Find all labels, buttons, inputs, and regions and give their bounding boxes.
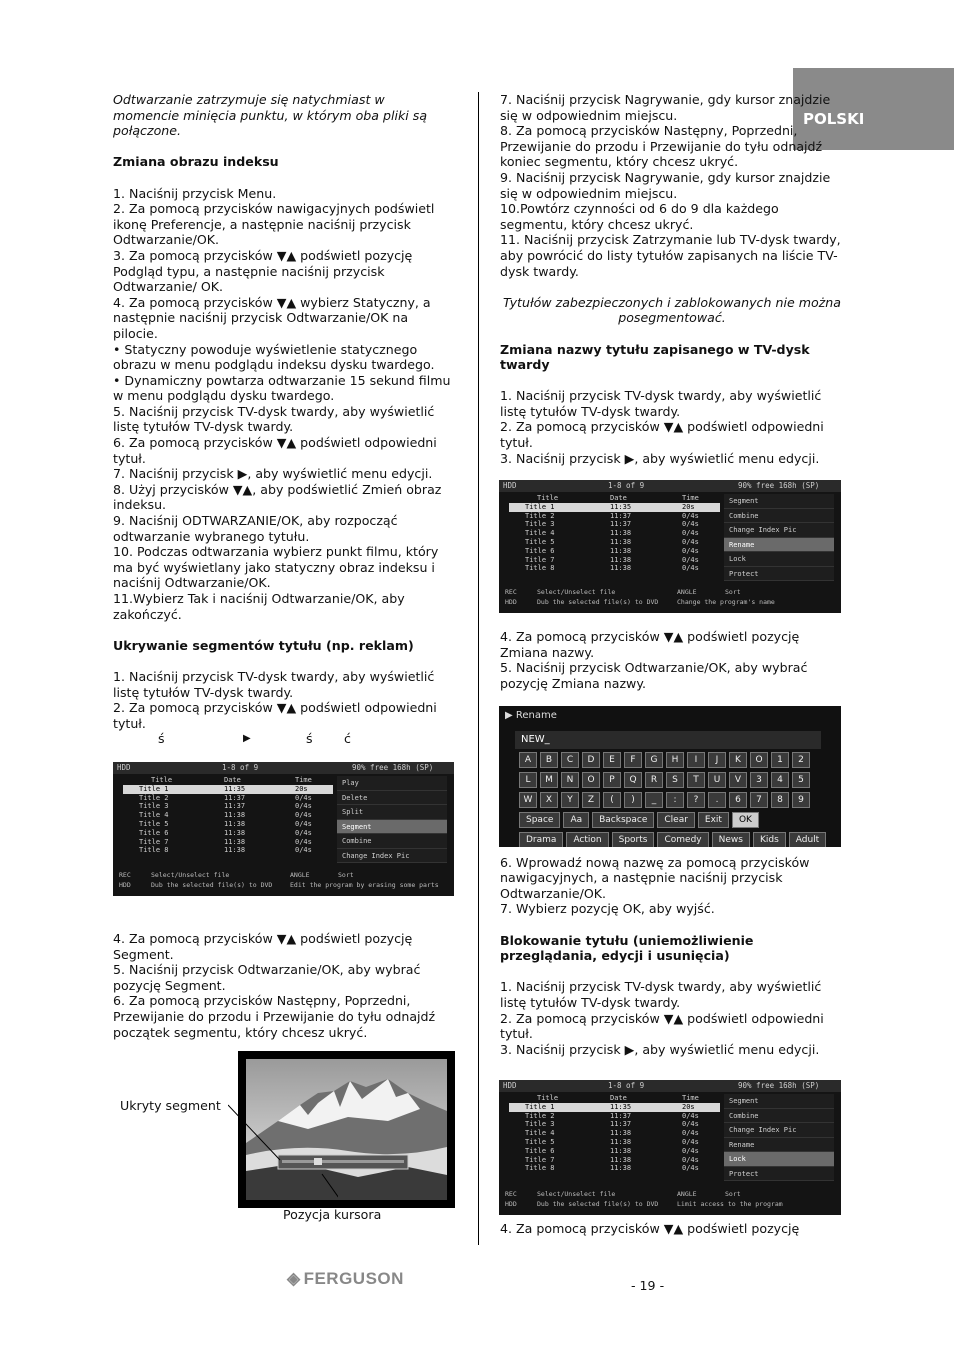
table-row[interactable]: Title 6 11:38 0/4s — [525, 1146, 699, 1155]
keyboard-key[interactable]: 5 — [792, 772, 810, 788]
steps-segment-cont — [500, 92, 844, 279]
step-line: 3. Naciśnij przycisk ▶, aby wyświetlić menu edycji. — [500, 450, 820, 466]
edit-menu-item[interactable]: Delete — [337, 791, 447, 806]
heading-rename: Zmiana nazwy tytułu zapisanego w TV-dysk twardy — [500, 341, 810, 373]
table-row[interactable]: Title 3 11:37 0/4s — [139, 802, 312, 811]
keyboard-key[interactable]: O — [582, 772, 600, 788]
table-row[interactable]: Title 3 11:37 0/4s — [525, 520, 699, 529]
step-line: 11. Naciśnij przycisk Zatrzymanie lub TV-dysk twardy, aby powrócić do listy tytułów zapisanych na liście TV-dysk twardy. — [500, 232, 841, 279]
step-line: 3. Naciśnij przycisk ▶, aby wyświetlić menu edycji. — [500, 1041, 820, 1057]
keyboard-key[interactable]: T — [687, 772, 705, 788]
table-row[interactable]: Title 5 11:38 0/4s — [525, 1137, 699, 1146]
right-column — [500, 92, 844, 1237]
step-line: 8. Użyj przycisków ▼▲, aby podświetlić Zmień obraz indeksu. — [113, 481, 442, 513]
step-line: • Dynamiczny powtarza odtwarzanie 15 sekund filmu w menu podglądu dysku twardego. — [113, 372, 451, 404]
keyboard-key[interactable]: Clear — [657, 812, 695, 828]
step-line: 4. Za pomocą przycisków ▼▲ podświetl pozycję Segment. — [113, 930, 413, 962]
step-line: 1. Naciśnij przycisk TV-dysk twardy, aby wyświetlić listę tytułów TV-dysk twardy. — [500, 388, 822, 419]
step-line: 2. Za pomocą przycisków ▼▲ podświetl odpowiedni tytuł. — [500, 419, 824, 451]
keyboard-row — [519, 772, 819, 789]
steps-lock — [500, 979, 844, 1057]
keyboard-row — [519, 832, 819, 847]
edit-menu-item[interactable]: Lock — [724, 552, 834, 567]
screen-footer: REC Select/Unselect file ANGLE Sort HDD Dub the selected file(s) to DVD Edit the program by erasing some parts — [119, 871, 439, 889]
keyboard-key[interactable]: R — [645, 772, 663, 788]
screen-header: HDD 1-8 of 9 90% free 168h (SP) — [499, 480, 841, 492]
step-line: 10. Podczas odtwarzania wybierz punkt filmu, który ma być wyświetlany jako statyczny obraz indeksu i naciśnij Odtwarzanie/OK. — [113, 544, 439, 591]
step-line: 5. Naciśnij przycisk TV-dysk twardy, aby wyświetlić listę tytułów TV-dysk twardy. — [113, 403, 435, 435]
keyboard-key[interactable]: Action — [566, 832, 608, 847]
table-row[interactable]: Title 5 11:38 0/4s — [525, 537, 699, 546]
step-line: 1. Naciśnij przycisk Menu. — [113, 185, 277, 201]
keyboard-key[interactable]: ( — [603, 792, 621, 808]
table-row[interactable]: Title 8 11:38 0/4s — [139, 846, 312, 855]
keyboard-key[interactable]: ) — [624, 792, 642, 808]
language-tab-label: POLSKI — [803, 110, 865, 128]
keyboard-key[interactable]: 9 — [792, 792, 810, 808]
keyboard-key[interactable]: M — [540, 772, 558, 788]
photo-pointer-lines — [228, 1100, 338, 1210]
step-line: 2. Za pomocą przycisków ▼▲ podświetl odpowiedni tytuł. — [113, 700, 437, 731]
edit-menu-item[interactable]: Segment — [724, 494, 834, 509]
edit-menu-item[interactable]: Change Index Pic — [724, 523, 834, 538]
keyboard-key[interactable]: 7 — [750, 792, 768, 808]
heading-index-image: Zmiana obrazu indeksu — [113, 154, 279, 170]
edit-menu — [337, 776, 447, 863]
keyboard-key[interactable]: I — [687, 752, 705, 768]
keyboard-key[interactable]: O — [750, 752, 768, 768]
table-row[interactable]: Title 1 11:35 20s — [509, 1103, 720, 1112]
intro-text: Odtwarzanie zatrzymuje się natychmiast w momencie minięcia punktu, w którym oba pliki są połączone. — [113, 92, 428, 139]
keyboard-key[interactable]: Kids — [753, 832, 786, 847]
steps-index-image — [113, 186, 453, 623]
keyboard-key[interactable]: Q — [624, 772, 642, 788]
keyboard-key[interactable]: H — [666, 752, 684, 768]
photo-label-hidden-segment: Ukryty segment — [120, 1098, 221, 1113]
keyboard-key[interactable]: Sports — [612, 832, 655, 847]
table-row[interactable]: Title 1 11:35 20s — [509, 503, 720, 512]
keyboard-key[interactable]: : — [666, 792, 684, 808]
hdd-screen-segment — [113, 762, 454, 896]
edit-menu-item[interactable]: Play — [337, 776, 447, 791]
keyboard-key[interactable]: U — [708, 772, 726, 788]
rename-title: ▶ Rename — [505, 710, 557, 721]
edit-menu-item[interactable]: Change Index Pic — [724, 1123, 834, 1138]
table-header: Title Date Time — [537, 494, 699, 502]
keyboard-row — [519, 792, 819, 809]
table-header: Title Date Time — [537, 1094, 699, 1102]
keyboard-key[interactable]: K — [729, 752, 747, 768]
keyboard-keys — [519, 752, 819, 847]
steps-rename-c — [500, 855, 844, 917]
title-table — [123, 776, 333, 855]
keyboard-key[interactable]: 6 — [729, 792, 747, 808]
edit-menu-item[interactable]: Rename — [724, 538, 834, 553]
step-line: 2. Za pomocą przycisków nawigacyjnych podświetl ikonę Preferencje, a następnie naciśnij przycisk Odtwarzanie/OK. — [113, 201, 435, 248]
heading-hide-segments: Ukrywanie segmentów tytułu (np. reklam) — [113, 637, 414, 653]
keyboard-key[interactable]: V — [729, 772, 747, 788]
keyboard-key[interactable]: Adult — [789, 832, 826, 847]
steps-lock-last: 4. Za pomocą przycisków ▼▲ podświetl pozycję — [500, 1221, 800, 1237]
edit-menu-item[interactable]: Combine — [337, 834, 447, 849]
keyboard-key[interactable]: D — [582, 752, 600, 768]
step-line: 7. Naciśnij przycisk ▶, aby wyświetlić menu edycji. — [113, 466, 433, 482]
screen-footer: REC Select/Unselect file ANGLE Sort HDD Dub the selected file(s) to DVD Change the program's name — [505, 588, 775, 606]
table-header: Title Date Time — [151, 776, 312, 784]
hdd-screen-lock — [499, 1080, 841, 1215]
keyboard-key[interactable]: Drama — [519, 832, 563, 847]
keyboard-key[interactable]: F — [624, 752, 642, 768]
table-row[interactable]: Title 2 11:37 0/4s — [139, 793, 312, 802]
keyboard-key[interactable]: L — [519, 772, 537, 788]
keyboard-key[interactable]: E — [603, 752, 621, 768]
garbled-line: ś ▶ ś ć — [158, 731, 351, 747]
keyboard-key[interactable]: W — [519, 792, 537, 808]
ferguson-logo: ◈ FERGUSON — [287, 1269, 404, 1288]
left-column — [113, 92, 453, 1040]
keyboard-key[interactable]: N — [561, 772, 579, 788]
table-row[interactable]: Title 1 11:35 20s — [123, 785, 333, 794]
step-line: 3. Za pomocą przycisków ▼▲ podświetl pozycję Podgląd typu, a następnie naciśnij przycisk Odtwarzanie/ OK. — [113, 247, 413, 295]
column-divider — [478, 92, 479, 1245]
step-line: 7. Wybierz pozycję OK, aby wyjść. — [500, 901, 715, 917]
keyboard-key[interactable]: Y — [561, 792, 579, 808]
steps-hide-segments — [113, 669, 453, 731]
page-number: - 19 - — [631, 1278, 665, 1293]
hdd-screen-rename — [499, 480, 841, 613]
step-line: 6. Wprowadź nową nazwę za pomocą przycisków nawigacyjnych, a następnie naciśnij przycisk Odtwarzanie/OK. — [500, 854, 810, 901]
photo-label-cursor: Pozycja kursora — [283, 1207, 382, 1222]
table-row[interactable]: Title 3 11:37 0/4s — [525, 1120, 699, 1129]
step-line: 1. Naciśnij przycisk TV-dysk twardy, aby wyświetlić listę tytułów TV-dysk twardy. — [500, 979, 822, 1010]
table-row[interactable]: Title 7 11:38 0/4s — [525, 555, 699, 564]
keyboard-key[interactable]: G — [645, 752, 663, 768]
step-line: 6. Za pomocą przycisków ▼▲ podświetl odpowiedni tytuł. — [113, 435, 437, 466]
step-line: 1. Naciśnij przycisk TV-dysk twardy, aby wyświetlić listę tytułów TV-dysk twardy. — [113, 668, 435, 700]
step-line: 4. Za pomocą przycisków ▼▲ podświetl pozycję Zmiana nazwy. — [500, 629, 800, 660]
keyboard-key[interactable]: Aa — [563, 812, 589, 828]
keyboard-key[interactable]: C — [561, 752, 579, 768]
step-line: 10.Powtórz czynności od 6 do 9 dla każdego segmentu, który chcesz ukryć. — [500, 201, 779, 232]
steps-segment — [113, 931, 453, 1040]
step-line: 9. Naciśnij przycisk Nagrywanie, gdy kursor znajdzie się w odpowiednim miejscu. — [500, 169, 831, 201]
keyboard-key[interactable]: Backspace — [592, 812, 654, 828]
step-line: 11.Wybierz Tak i naciśnij Odtwarzanie/OK, aby zakończyć. — [113, 591, 405, 622]
step-line: 7. Naciśnij przycisk Nagrywanie, gdy kursor znajdzie się w odpowiednim miejscu. — [500, 92, 831, 123]
keyboard-key[interactable]: B — [540, 752, 558, 768]
step-line: 6. Za pomocą przycisków Następny, Poprzedni, Przewijanie do przodu i Przewijanie do tyłu odnajdź początek segmentu, który chcesz ukryć. — [113, 993, 436, 1040]
edit-menu-item[interactable]: Rename — [724, 1138, 834, 1153]
screen-header: HDD 1-8 of 9 90% free 168h (SP) — [499, 1080, 841, 1092]
keyboard-key[interactable]: 4 — [771, 772, 789, 788]
edit-menu-item[interactable]: Lock — [724, 1152, 834, 1167]
keyboard-key[interactable]: News — [712, 832, 750, 847]
table-row[interactable]: Title 2 11:37 0/4s — [525, 511, 699, 520]
keyboard-key[interactable]: Z — [582, 792, 600, 808]
keyboard-key[interactable]: S — [666, 772, 684, 788]
keyboard-key[interactable]: ? — [687, 792, 705, 808]
keyboard-key[interactable]: Space — [519, 812, 560, 828]
keyboard-key[interactable]: Comedy — [657, 832, 708, 847]
table-row[interactable]: Title 6 11:38 0/4s — [525, 546, 699, 555]
screen-footer: REC Select/Unselect file ANGLE Sort HDD Dub the selected file(s) to DVD Limit access to the program — [505, 1190, 783, 1208]
keyboard-key[interactable]: X — [540, 792, 558, 808]
edit-menu-item[interactable]: Combine — [724, 509, 834, 524]
step-line: 2. Za pomocą przycisków ▼▲ podświetl odpowiedni tytuł. — [500, 1010, 824, 1042]
edit-menu-item[interactable]: Segment — [337, 820, 447, 835]
keyboard-key[interactable]: 1 — [771, 752, 789, 768]
edit-menu-item[interactable]: Segment — [724, 1094, 834, 1109]
edit-menu — [724, 494, 834, 581]
steps-rename-b — [500, 629, 844, 691]
edit-menu-item[interactable]: Change Index Pic — [337, 849, 447, 864]
keyboard-key[interactable]: _ — [645, 792, 663, 808]
keyboard-key[interactable]: P — [603, 772, 621, 788]
screen-header: HDD 1-8 of 9 90% free 168h (SP) — [113, 762, 454, 774]
table-row[interactable]: Title 2 11:37 0/4s — [525, 1111, 699, 1120]
keyboard-key[interactable]: . — [708, 792, 726, 808]
keyboard-key[interactable]: 2 — [792, 752, 810, 768]
keyboard-key[interactable]: J — [708, 752, 726, 768]
edit-menu-item[interactable]: Protect — [724, 567, 834, 582]
title-table — [509, 494, 720, 573]
step-line: 8. Za pomocą przycisków Następny, Poprzedni, Przewijanie do przodu i Przewijanie do tyłu odnajdź koniec segmentu, który chcesz ukryć. — [500, 123, 823, 170]
table-row[interactable]: Title 8 11:38 0/4s — [525, 564, 699, 573]
table-row[interactable]: Title 8 11:38 0/4s — [525, 1164, 699, 1173]
title-table — [509, 1094, 720, 1173]
steps-rename-a — [500, 388, 844, 466]
table-row[interactable]: Title 6 11:38 0/4s — [139, 828, 312, 837]
keyboard-key[interactable]: Exit — [698, 812, 729, 828]
keyboard-key[interactable]: 8 — [771, 792, 789, 808]
table-row[interactable]: Title 7 11:38 0/4s — [139, 837, 312, 846]
step-line: 5. Naciśnij przycisk Odtwarzanie/OK, aby wybrać pozycję Zmiana nazwy. — [500, 660, 808, 692]
table-row[interactable]: Title 4 11:38 0/4s — [139, 811, 312, 820]
edit-menu — [724, 1094, 834, 1181]
keyboard-key[interactable]: OK — [732, 812, 759, 828]
rename-input[interactable]: NEW_ — [515, 731, 821, 749]
step-line: 9. Naciśnij ODTWARZANIE/OK, aby rozpocząć odtwarzanie wybranego tytułu. — [113, 513, 398, 544]
table-row[interactable]: Title 4 11:38 0/4s — [525, 1129, 699, 1138]
keyboard-key[interactable]: A — [519, 752, 537, 768]
table-row[interactable]: Title 7 11:38 0/4s — [525, 1155, 699, 1164]
keyboard-row — [519, 752, 819, 769]
table-row[interactable]: Title 5 11:38 0/4s — [139, 819, 312, 828]
keyboard-key[interactable]: 3 — [750, 772, 768, 788]
edit-menu-item[interactable]: Combine — [724, 1109, 834, 1124]
edit-menu-item[interactable]: Protect — [724, 1167, 834, 1182]
rename-keyboard-screen — [499, 706, 841, 847]
step-line: 5. Naciśnij przycisk Odtwarzanie/OK, aby wybrać pozycję Segment. — [113, 962, 421, 993]
table-row[interactable]: Title 4 11:38 0/4s — [525, 529, 699, 538]
heading-lock: Blokowanie tytułu (uniemożliwienie przeglądania, edycji i usunięcia) — [500, 932, 754, 964]
step-line: • Statyczny powoduje wyświetlenie statycznego obrazu w menu podglądu indeksu dysku twardego. — [113, 341, 435, 373]
note-text: Tytułów zabezpieczonych i zablokowanych nie można posegmentować. — [502, 294, 841, 326]
keyboard-row — [519, 812, 819, 829]
step-line: 4. Za pomocą przycisków ▼▲ wybierz Statyczny, a następnie naciśnij przycisk Odtwarzanie/OK na pilocie. — [113, 294, 431, 341]
edit-menu-item[interactable]: Split — [337, 805, 447, 820]
